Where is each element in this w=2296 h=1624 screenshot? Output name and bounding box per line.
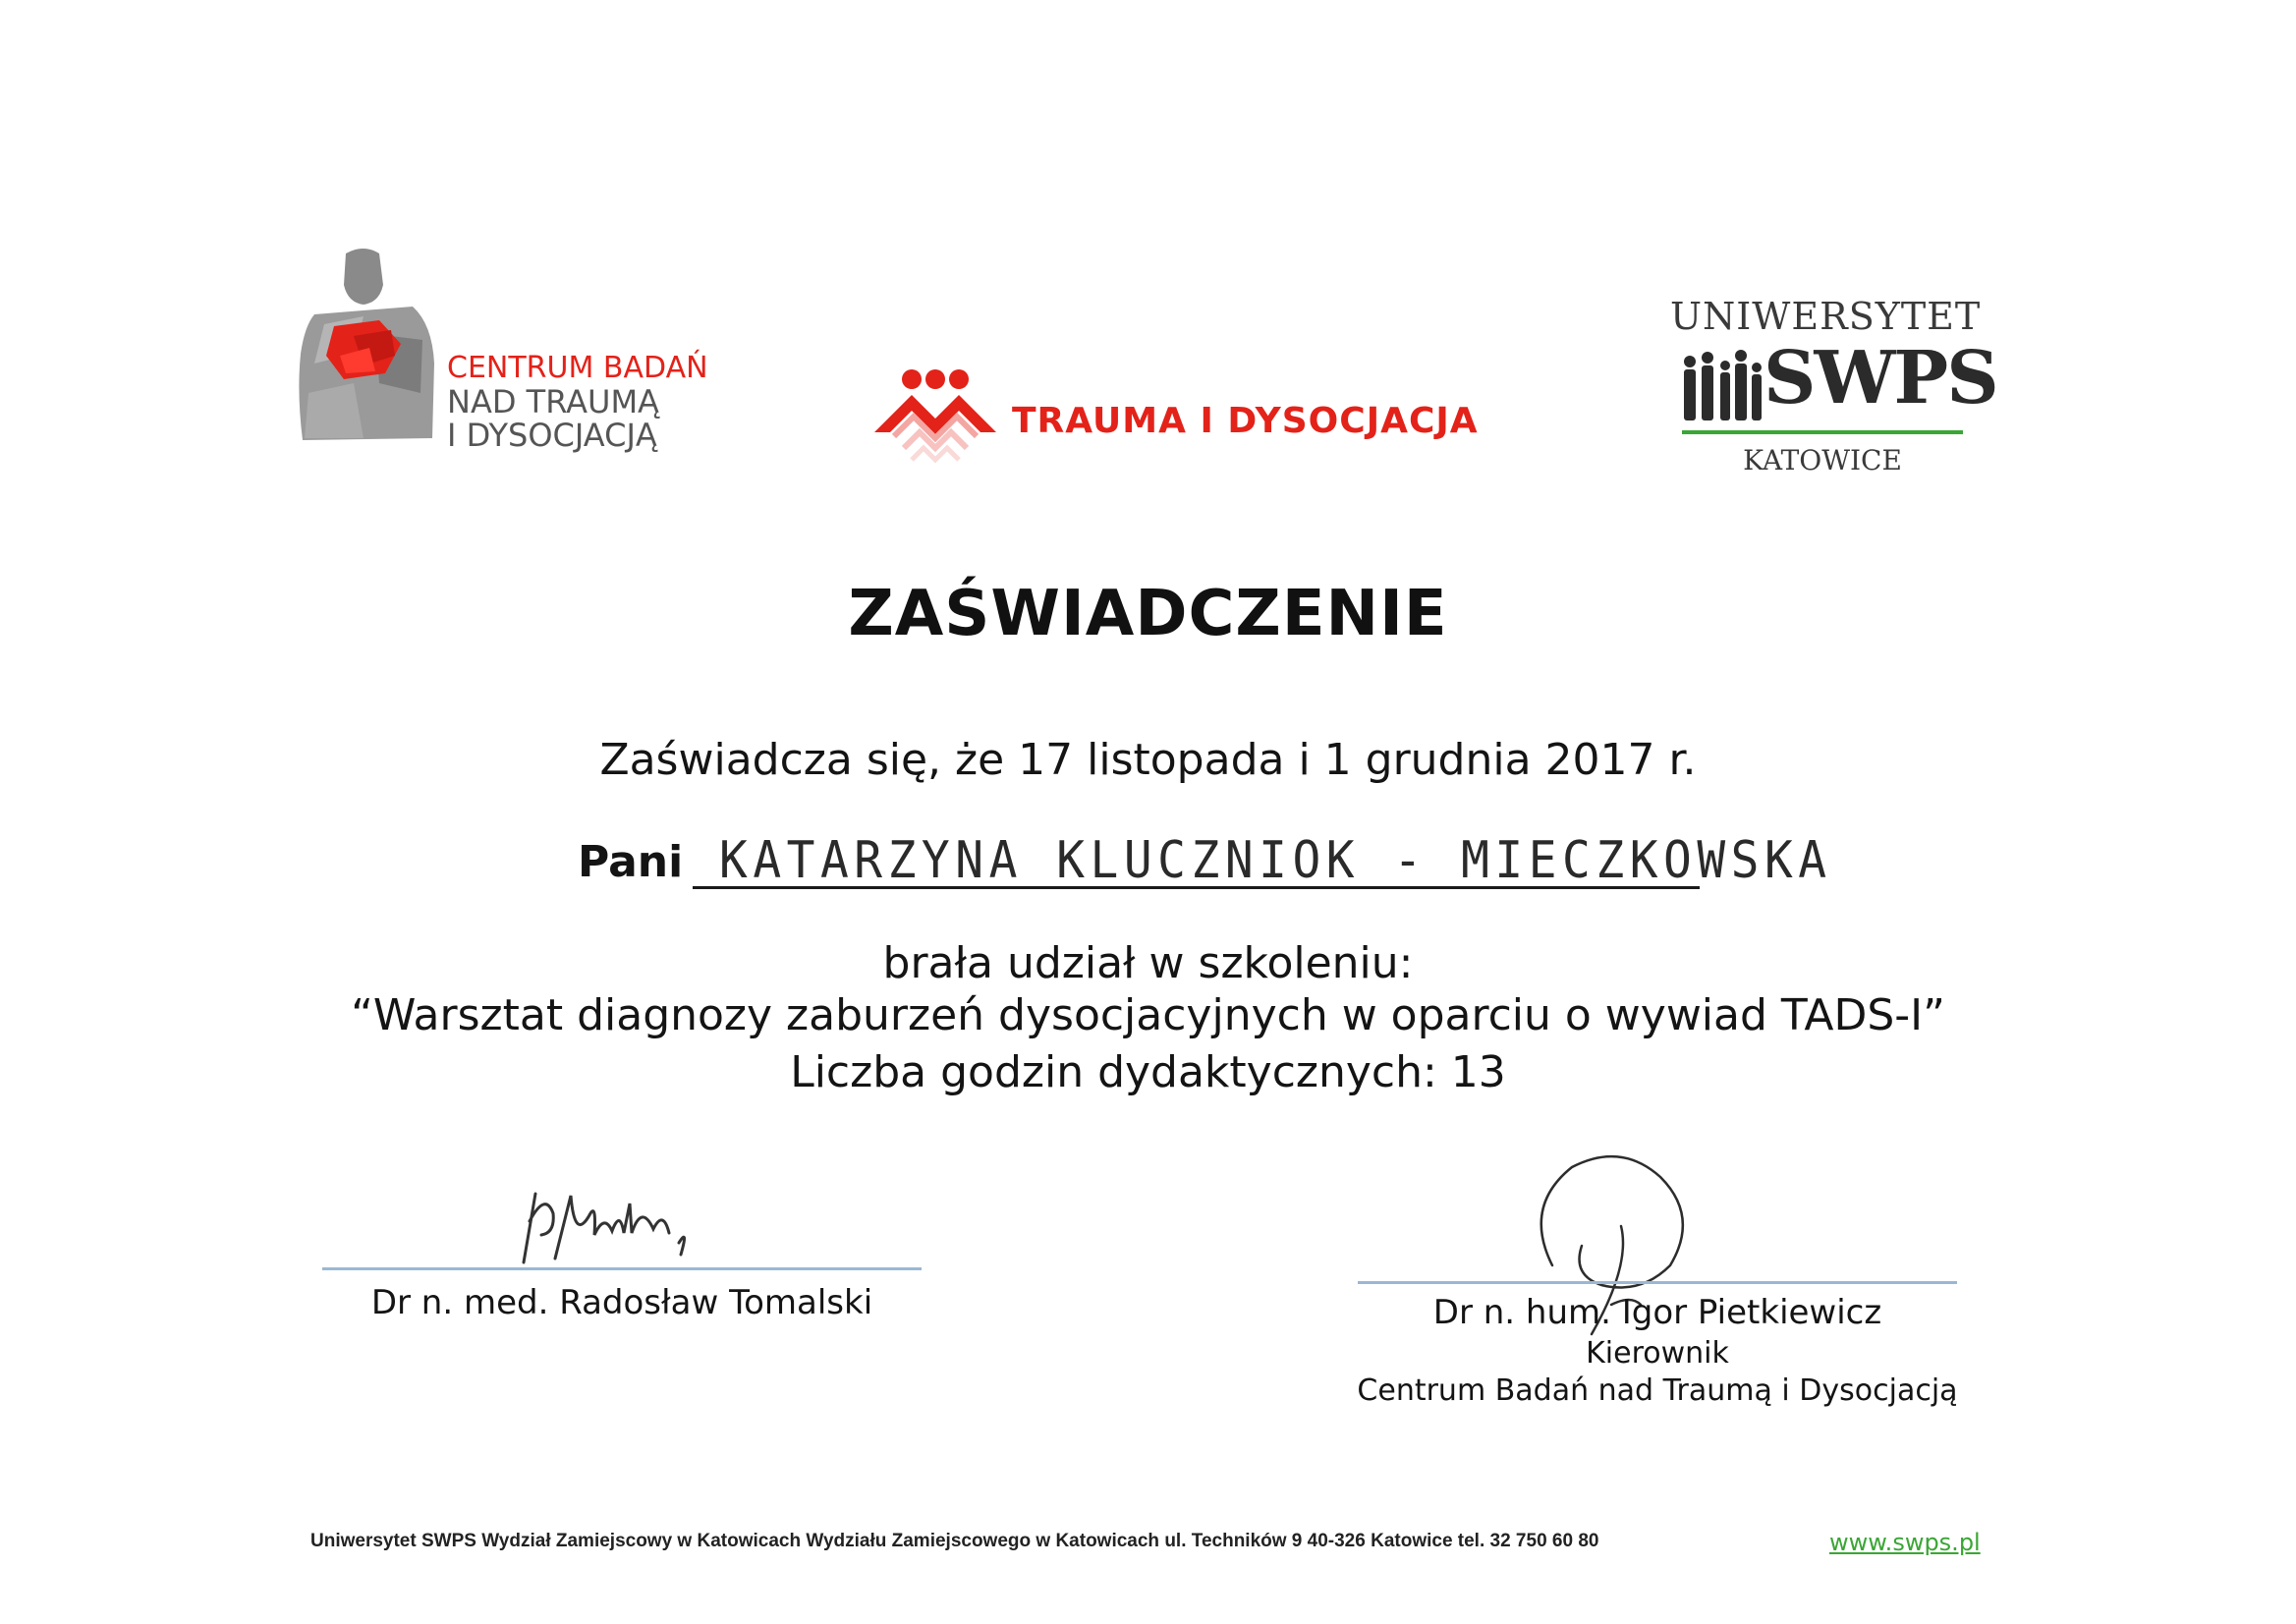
footer-address: Uniwersytet SWPS Wydział Zamiejscowy w Katowicach Wydziału Zamiejscowego w Katowicach ul. Techników 9 40-326 Katowice tel. 32 750 60 80 bbox=[310, 1531, 1599, 1551]
centrum-badan-line2: NAD TRAUMĄ bbox=[447, 383, 659, 420]
attestation-line: Zaświadcza się, że 17 listopada i 1 grudnia 2017 r. bbox=[599, 735, 1697, 785]
signature-tomalski-mark bbox=[506, 1174, 722, 1272]
people-silhouettes-icon bbox=[1680, 348, 1764, 432]
signature-line-right bbox=[1358, 1281, 1957, 1284]
swps-logo bbox=[1670, 295, 1997, 481]
signatory-right-organization: Centrum Badań nad Traumą i Dysocjacją bbox=[1357, 1373, 1958, 1408]
trauma-dysocjacja-logo bbox=[865, 364, 1479, 481]
course-title: “Warsztat diagnozy zaburzeń dysocjacyjnych w oparciu o wywiad TADS-I” bbox=[351, 990, 1945, 1040]
people-chain-icon bbox=[865, 364, 1002, 472]
footer-website-link[interactable]: www.swps.pl bbox=[1829, 1529, 1981, 1556]
training-intro: brała udział w szkoleniu: bbox=[882, 938, 1414, 988]
signatory-right-role: Kierownik bbox=[1586, 1336, 1729, 1371]
teaching-hours: Liczba godzin dydaktycznych: 13 bbox=[790, 1047, 1506, 1097]
swps-name: SWPS bbox=[1764, 336, 1997, 420]
certificate-title: ZAŚWIADCZENIE bbox=[848, 578, 1448, 650]
torso-figure-icon bbox=[285, 246, 452, 452]
participant-name-handwritten: KATARZYNA KLUCZNIOK - MIECZKOWSKA bbox=[719, 831, 1832, 890]
trauma-dysocjacja-text: TRAUMA I DYSOCJACJA bbox=[1012, 401, 1479, 441]
pani-label: Pani bbox=[578, 837, 684, 887]
swps-city: KATOWICE bbox=[1743, 444, 1902, 476]
signatory-left-name: Dr n. med. Radosław Tomalski bbox=[370, 1283, 873, 1322]
signature-line-left bbox=[322, 1267, 922, 1270]
centrum-badan-logo bbox=[285, 246, 717, 462]
signatory-right-name: Dr n. hum. Igor Pietkiewicz bbox=[1432, 1293, 1882, 1332]
swps-university-label: UNIWERSYTET bbox=[1670, 295, 1982, 338]
centrum-badan-line1: CENTRUM BADAŃ bbox=[447, 351, 708, 385]
swps-green-rule bbox=[1682, 430, 1963, 434]
centrum-badan-line3: I DYSOCJACJĄ bbox=[447, 417, 657, 454]
